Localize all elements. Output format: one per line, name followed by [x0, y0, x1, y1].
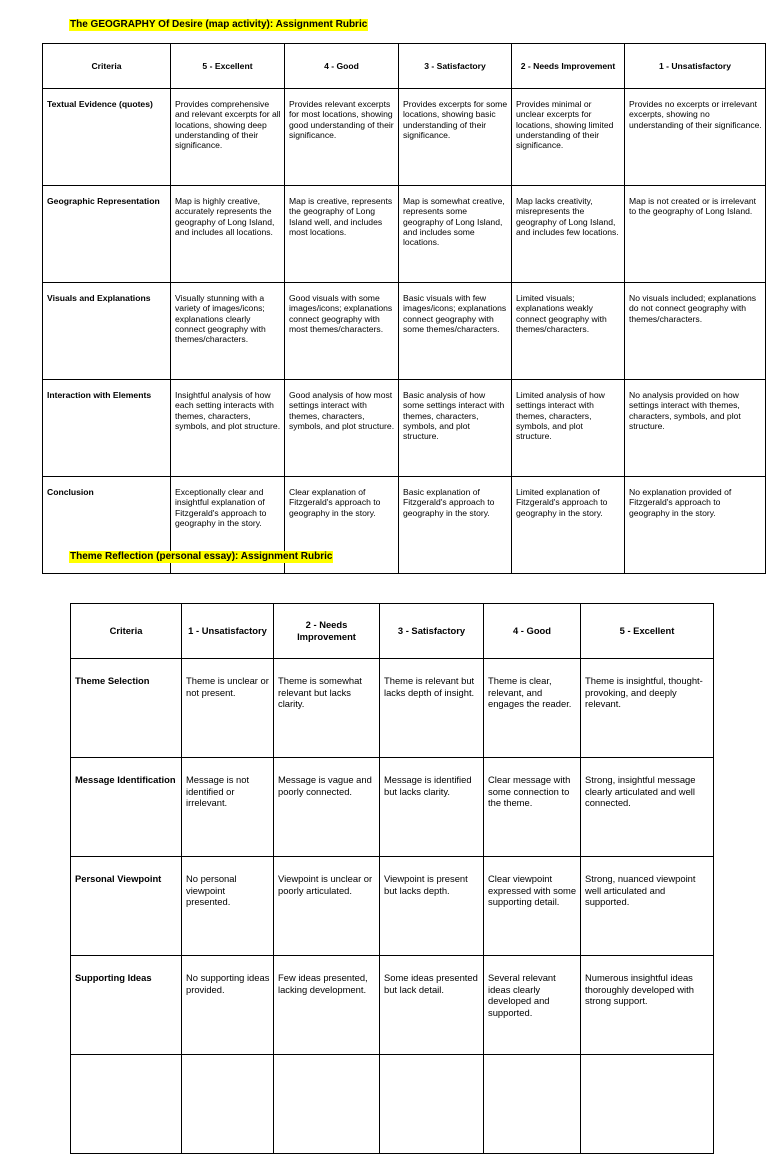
- table-cell: Strong, insightful message clearly articulated and well connected.: [581, 758, 714, 857]
- table-cell: Provides minimal or unclear excerpts for locations, showing limited understanding of their significance.: [512, 89, 625, 186]
- table-cell: Provides relevant excerpts for most locations, showing good understanding of their significance.: [285, 89, 399, 186]
- header-row: [71, 604, 714, 659]
- table-cell: Message is not identified or irrelevant.: [182, 758, 274, 857]
- table-cell: Theme is clear, relevant, and engages the reader.: [484, 659, 581, 758]
- table-cell: Basic analysis of how some settings interact with themes, characters, symbols, and plot structure.: [399, 380, 512, 477]
- theme-reflection-rubric-table: [70, 603, 714, 1154]
- table-cell: Provides excerpts for some locations, showing basic understanding of their significance.: [399, 89, 512, 186]
- table-cell: Limited explanation of Fitzgerald's approach to geography in the story.: [512, 477, 625, 574]
- table-cell: Theme is somewhat relevant but lacks clarity.: [274, 659, 380, 758]
- table-row: [43, 380, 766, 477]
- table-row: [71, 857, 714, 956]
- table-cell: Basic visuals with few images/icons; explanations connect geography with some themes/characters.: [399, 283, 512, 380]
- table-cell: Clear message with some connection to the theme.: [484, 758, 581, 857]
- header-satisfactory: 3 - Satisfactory: [399, 44, 512, 89]
- criterion-label: [71, 1055, 182, 1154]
- header-criteria: Criteria: [43, 44, 171, 89]
- table-cell: No supporting ideas provided.: [182, 956, 274, 1055]
- table-cell: Visually stunning with a variety of images/icons; explanations clearly connect geography with themes/characters.: [171, 283, 285, 380]
- table-cell: Theme is insightful, thought-provoking, and deeply relevant.: [581, 659, 714, 758]
- table-cell: Viewpoint is unclear or poorly articulated.: [274, 857, 380, 956]
- header-criteria: Criteria: [71, 604, 182, 659]
- table-row: [71, 758, 714, 857]
- header-unsatisfactory: 1 - Unsatisfactory: [182, 604, 274, 659]
- table-cell: Limited analysis of how settings interact with themes, characters, symbols, and plot structure.: [512, 380, 625, 477]
- table-cell: No explanation provided of Fitzgerald's approach to geography in the story.: [625, 477, 766, 574]
- table-cell: Strong, nuanced viewpoint well articulated and supported.: [581, 857, 714, 956]
- criterion-label: Supporting Ideas: [71, 956, 182, 1055]
- table-cell: Few ideas presented, lacking development.: [274, 956, 380, 1055]
- table-cell: [182, 1055, 274, 1154]
- table-cell: Good analysis of how most settings interact with themes, characters, symbols, and plot structure.: [285, 380, 399, 477]
- header-excellent: 5 - Excellent: [581, 604, 714, 659]
- table-cell: Good visuals with some images/icons; explanations connect geography with most themes/characters.: [285, 283, 399, 380]
- table-cell: Provides no excerpts or irrelevant excerpts, showing no understanding of their significance.: [625, 89, 766, 186]
- criterion-label: Textual Evidence (quotes): [43, 89, 171, 186]
- table-cell: Several relevant ideas clearly developed and supported.: [484, 956, 581, 1055]
- rubric2-title: Theme Reflection (personal essay): Assignment Rubric: [70, 551, 333, 562]
- criterion-label: Theme Selection: [71, 659, 182, 758]
- table-cell: Map is not created or is irrelevant to the geography of Long Island.: [625, 186, 766, 283]
- table-cell: Exceptionally clear and insightful explanation of Fitzgerald's approach to geography in the story.: [171, 477, 285, 574]
- table-cell: Clear viewpoint expressed with some supporting detail.: [484, 857, 581, 956]
- criterion-label: Personal Viewpoint: [71, 857, 182, 956]
- table-cell: Theme is unclear or not present.: [182, 659, 274, 758]
- table-row: [71, 659, 714, 758]
- header-needs-improvement: 2 - Needs Improvement: [512, 44, 625, 89]
- table-cell: Some ideas presented but lack detail.: [380, 956, 484, 1055]
- table-cell: Message is identified but lacks clarity.: [380, 758, 484, 857]
- rubric1-title: The GEOGRAPHY Of Desire (map activity): Assignment Rubric: [70, 19, 368, 30]
- criterion-label: Conclusion: [43, 477, 171, 574]
- geography-rubric-table: [42, 43, 766, 574]
- table-cell: Limited visuals; explanations weakly connect geography with themes/characters.: [512, 283, 625, 380]
- table-cell: Map is somewhat creative, represents some geography of Long Island, and includes some locations.: [399, 186, 512, 283]
- table-cell: [484, 1055, 581, 1154]
- table-row: [43, 186, 766, 283]
- header-good: 4 - Good: [285, 44, 399, 89]
- table-cell: No analysis provided on how settings interact with themes, characters, symbols, and plot structure.: [625, 380, 766, 477]
- header-good: 4 - Good: [484, 604, 581, 659]
- table-cell: Message is vague and poorly connected.: [274, 758, 380, 857]
- table-cell: [380, 1055, 484, 1154]
- criterion-label: Interaction with Elements: [43, 380, 171, 477]
- table-row: [71, 1055, 714, 1154]
- criterion-label: Message Identification: [71, 758, 182, 857]
- table-cell: Insightful analysis of how each setting interacts with themes, characters, symbols, and plot structure.: [171, 380, 285, 477]
- header-unsatisfactory: 1 - Unsatisfactory: [625, 44, 766, 89]
- table-cell: Basic explanation of Fitzgerald's approach to geography in the story.: [399, 477, 512, 574]
- header-row: [43, 44, 766, 89]
- table-row: [43, 89, 766, 186]
- criterion-label: Visuals and Explanations: [43, 283, 171, 380]
- table-cell: Map is highly creative, accurately represents the geography of Long Island, and includes all locations.: [171, 186, 285, 283]
- table-cell: Map is creative, represents the geography of Long Island well, and includes most locations.: [285, 186, 399, 283]
- table-cell: Clear explanation of Fitzgerald's approach to geography in the story.: [285, 477, 399, 574]
- table-cell: Numerous insightful ideas thoroughly developed with strong support.: [581, 956, 714, 1055]
- table-cell: Viewpoint is present but lacks depth.: [380, 857, 484, 956]
- table-cell: Theme is relevant but lacks depth of insight.: [380, 659, 484, 758]
- criterion-label: Geographic Representation: [43, 186, 171, 283]
- header-excellent: 5 - Excellent: [171, 44, 285, 89]
- table-cell: No personal viewpoint presented.: [182, 857, 274, 956]
- table-row: [43, 283, 766, 380]
- table-cell: [274, 1055, 380, 1154]
- header-needs-improvement: 2 - Needs Improvement: [274, 604, 380, 659]
- table-cell: [581, 1055, 714, 1154]
- header-satisfactory: 3 - Satisfactory: [380, 604, 484, 659]
- table-cell: Map lacks creativity, misrepresents the geography of Long Island, and includes few locations.: [512, 186, 625, 283]
- table-cell: Provides comprehensive and relevant excerpts for all locations, showing deep understanding of their significance.: [171, 89, 285, 186]
- table-cell: No visuals included; explanations do not connect geography with themes/characters.: [625, 283, 766, 380]
- table-row: [71, 956, 714, 1055]
